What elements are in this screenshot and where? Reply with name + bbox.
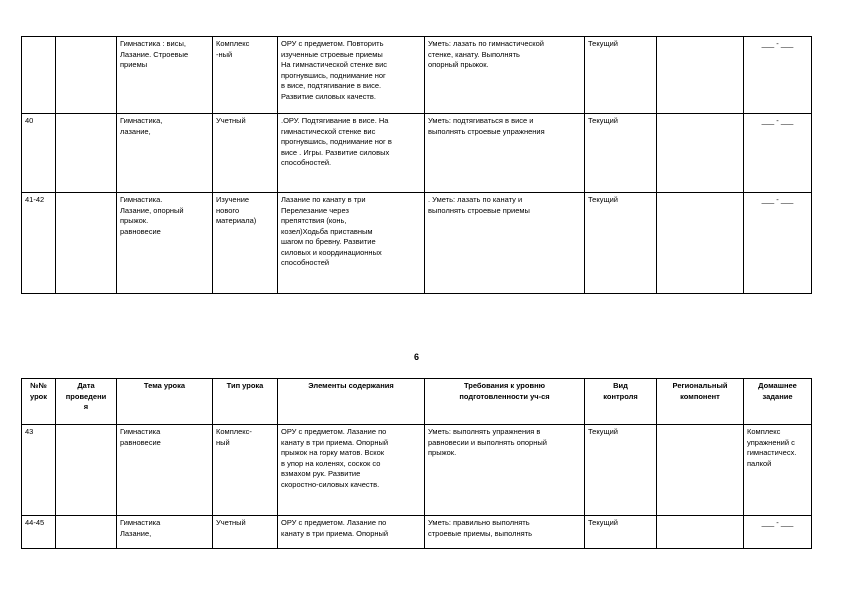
table-row (22, 37, 812, 114)
requirements-cell: Уметь: лазать по гимнастической стенке, канату. Выполнять опорный прыжок. (425, 37, 585, 114)
header-row (22, 379, 812, 425)
content-elements-cell: ОРУ с предметом. Повторить изученные строевые приемы На гимнастической стенке вис прогнувшись, поднимание ног в висе, подтягивание в висе. Развитие силовых качеств. (278, 37, 425, 114)
lesson-plan-table-bottom (21, 378, 812, 549)
column-header-type: Тип урока (213, 379, 278, 425)
regional-component-cell (657, 114, 744, 193)
requirements-cell: Уметь: правильно выполнять строевые приемы, выполнять (425, 516, 585, 549)
column-header-content: Элементы содержания (278, 379, 425, 425)
lesson-number-cell: 44-45 (22, 516, 56, 549)
column-header-topic: Тема урока (117, 379, 213, 425)
homework-cell: ___ - ___ (744, 516, 812, 549)
lesson-date-cell (56, 425, 117, 516)
control-type-cell: Текущий (585, 425, 657, 516)
lesson-date-cell (56, 114, 117, 193)
control-type-cell: Текущий (585, 516, 657, 549)
content-elements-cell: .ОРУ. Подтягивание в висе. На гимнастической стенке вис прогнувшись, поднимание ног в висе . Игры. Развитие силовых способностей. (278, 114, 425, 193)
column-header-requirements: Требования к уровню подготовленности уч-ся (425, 379, 585, 425)
lesson-topic-cell: Гимнастика равновесие (117, 425, 213, 516)
table-row (22, 193, 812, 294)
regional-component-cell (657, 37, 744, 114)
lesson-number-cell (22, 37, 56, 114)
lesson-topic-cell: Гимнастика. Лазание, опорный прыжок. равновесие (117, 193, 213, 294)
lesson-date-cell (56, 516, 117, 549)
control-type-cell: Текущий (585, 193, 657, 294)
lesson-topic-cell: Гимнастика, лазание, (117, 114, 213, 193)
requirements-cell: . Уметь: лазать по канату и выполнять строевые приемы (425, 193, 585, 294)
regional-component-cell (657, 193, 744, 294)
homework-cell: ___ - ___ (744, 114, 812, 193)
requirements-cell: Уметь: подтягиваться в висе и выполнять строевые упражнения (425, 114, 585, 193)
homework-cell: ___ - ___ (744, 37, 812, 114)
content-elements-cell: Лазание по канату в три Перелезание через препятствия (конь, козел)Ходьба приставным шагом по бревну. Развитие силовых и координационных способностей (278, 193, 425, 294)
lesson-number-cell: 40 (22, 114, 56, 193)
lesson-number-cell: 41-42 (22, 193, 56, 294)
lesson-type-cell: Комплекс -ный (213, 37, 278, 114)
content-elements-cell: ОРУ с предметом. Лазание по канату в три приема. Опорный прыжок на горку матов. Вскок в упор на коленях, соскок со взмахом рук. Развитие скоростно-силовых качеств. (278, 425, 425, 516)
table-row (22, 114, 812, 193)
lesson-type-cell: Изучение нового материала) (213, 193, 278, 294)
column-header-date: Дата проведени я (56, 379, 117, 425)
column-header-number: №№ урок (22, 379, 56, 425)
column-header-regional: Региональный компонент (657, 379, 744, 425)
regional-component-cell (657, 425, 744, 516)
lesson-type-cell: Комплекс- ный (213, 425, 278, 516)
lesson-date-cell (56, 193, 117, 294)
lesson-type-cell: Учетный (213, 516, 278, 549)
homework-cell: ___ - ___ (744, 193, 812, 294)
table-row (22, 516, 812, 549)
lesson-type-cell: Учетный (213, 114, 278, 193)
regional-component-cell (657, 516, 744, 549)
requirements-cell: Уметь: выполнять упражнения в равновесии и выполнять опорный прыжок. (425, 425, 585, 516)
lesson-number-cell: 43 (22, 425, 56, 516)
page-number: 6 (414, 352, 420, 362)
lesson-date-cell (56, 37, 117, 114)
lesson-plan-table-top (21, 36, 812, 294)
control-type-cell: Текущий (585, 114, 657, 193)
lesson-topic-cell: Гимнастика : висы, Лазание. Строевые приемы (117, 37, 213, 114)
control-type-cell: Текущий (585, 37, 657, 114)
homework-cell: Комплекс упражнений с гимнастичесх. палкой (744, 425, 812, 516)
table-row (22, 425, 812, 516)
lesson-topic-cell: Гимнастика Лазание, (117, 516, 213, 549)
content-elements-cell: ОРУ с предметом. Лазание по канату в три приема. Опорный (278, 516, 425, 549)
column-header-homework: Домашнее задание (744, 379, 812, 425)
column-header-control: Вид контроля (585, 379, 657, 425)
